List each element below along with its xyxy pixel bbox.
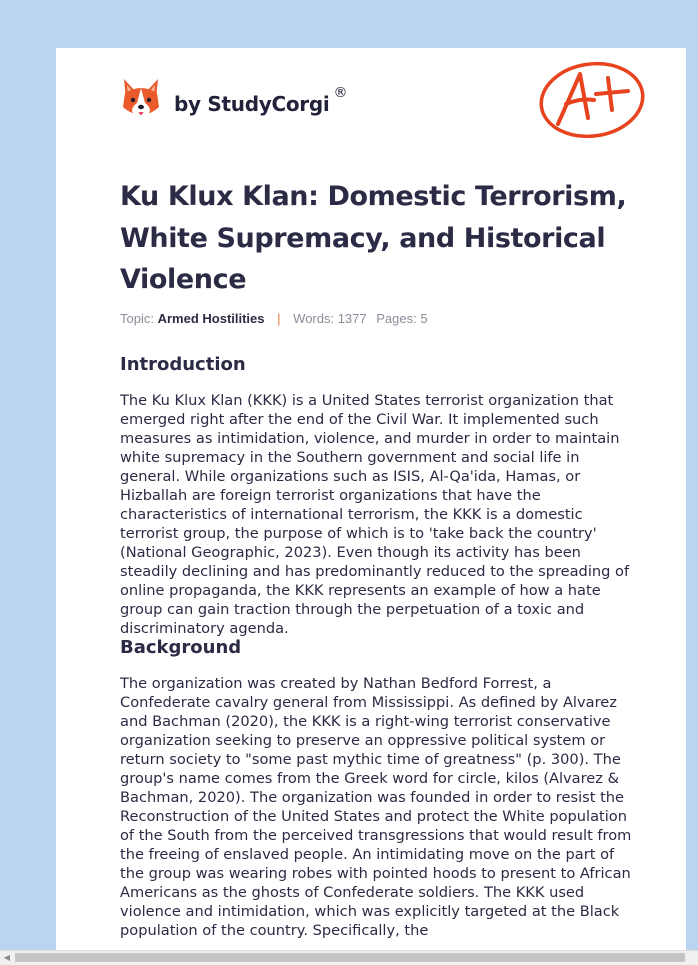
meta-separator: |	[277, 311, 281, 326]
brand-name: by StudyCorgi	[174, 92, 330, 116]
section-heading-introduction: Introduction	[120, 354, 246, 375]
registered-mark: ®	[333, 85, 348, 101]
topic-link[interactable]: Armed Hostilities	[157, 311, 265, 326]
document-page	[56, 48, 686, 964]
topic-label: Topic:	[120, 311, 154, 326]
scroll-left-arrow-icon[interactable]: ◀	[3, 953, 11, 962]
section-heading-background: Background	[120, 637, 242, 658]
word-count: Words: 1377	[293, 311, 367, 326]
corgi-logo-icon	[120, 77, 162, 123]
section-body-background: The organization was created by Nathan Bedford Forrest, a Confederate cavalry general from Mississippi. As defined by Alvarez and Bachman (2020), the KKK is a right-wing terrorist conservative organization seeking to preserve an oppressive political system or return society to "some past mythic time of greatness" (p. 300). The group's name comes from the Greek word for circle, kilos (Alvarez & Bachman, 2020). The organization was founded in order to resist the Reconstruction of the United States and protect the White population of the South from the perceived transgressions that would result from the freeing of enslaved people. An intimidating move on the part of the group was wearing robes with pointed hoods to present to African Americans as the ghosts of Confederate soldiers. The KKK used violence and intimidation, which was explicitly targeted at the Black population of the country. Specifically, the	[120, 675, 632, 939]
brand-header[interactable]	[120, 76, 347, 124]
section-body-introduction: The Ku Klux Klan (KKK) is a United States terrorist organization that emerged right after the end of the Civil War. It implemented such measures as intimidation, violence, and murder in order to maintain white supremacy in the Southern government and social life in general. While organizations such as ISIS, Al-Qa'ida, Hamas, or Hizballah are foreign terrorist organizations that have the characteristics of international terrorism, the KKK is a domestic terrorist group, the purpose of which is to 'take back the country' (National Geographic, 2023). Even though its activity has been steadily declining and has predominantly reduced to the spreading of online propaganda, the KKK represents an example of how a hate group can gain traction through the perpetuation of a toxic and discriminatory agenda.	[120, 392, 630, 637]
document-meta	[120, 311, 428, 326]
horizontal-scrollbar[interactable]	[0, 950, 698, 965]
page-count: Pages: 5	[376, 311, 428, 326]
scrollbar-thumb[interactable]	[15, 953, 685, 962]
a-plus-grade-icon	[536, 58, 648, 142]
page-title: Ku Klux Klan: Domestic Terrorism, White Supremacy, and Historical Violence	[120, 181, 627, 295]
